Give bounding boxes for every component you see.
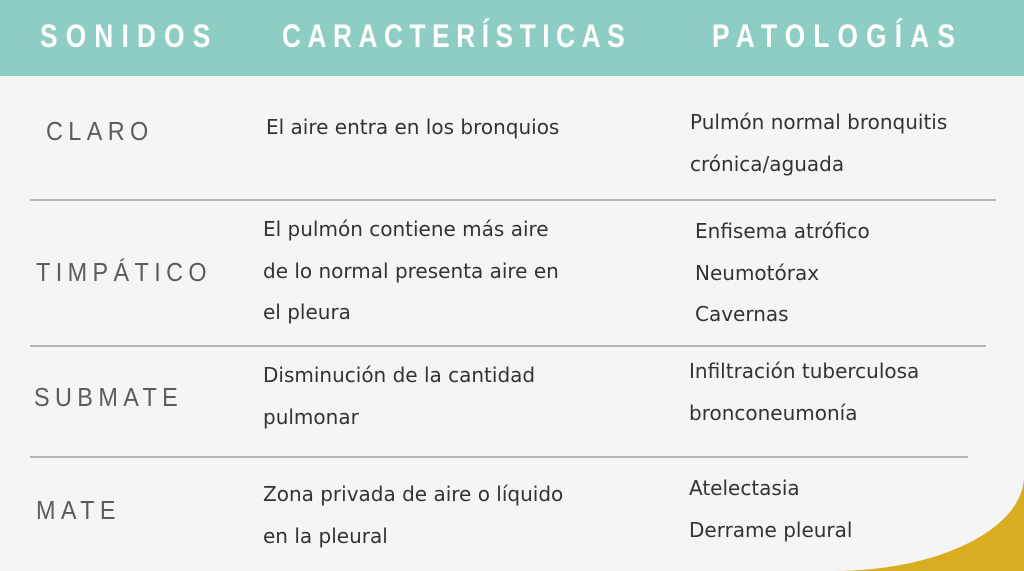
pathology-line: Derrame pleural [689,517,853,542]
sound-submate: SUBMATE [34,382,184,412]
characteristics-line: Zona privada de aire o líquido [263,482,564,506]
sound-mate: MATE [36,495,121,525]
pathology-line: Enfisema atrófico [695,219,870,243]
header-caracteristicas: CARACTERÍSTICAS [282,18,632,54]
pathologies-submate [689,351,919,434]
sound-claro: CLARO [46,116,154,146]
characteristics-timpatico [263,209,559,334]
pathology-line: Cavernas [695,302,789,326]
sound-timpatico: TIMPÁTICO [36,257,213,287]
row-divider [30,345,986,347]
pathology-line: bronconeumonía [689,400,858,425]
pathologies-claro [690,102,947,185]
pathologies-timpatico [695,211,870,336]
pathology-line: crónica/aguada [690,151,845,176]
characteristics-line: en la pleural [263,523,388,548]
row-divider [30,456,968,458]
pathology-line: Pulmón normal bronquitis [690,110,948,134]
row-divider [30,199,996,201]
table-header [0,0,1024,76]
pathologies-mate [689,468,852,551]
characteristics-line: pulmonar [263,404,359,429]
characteristics-submate [263,355,535,438]
characteristics-line: Disminución de la cantidad [263,363,536,387]
pathology-line: Neumotórax [695,260,820,285]
characteristics-claro [266,107,559,149]
header-sonidos: SONIDOS [40,18,219,54]
characteristics-line: El pulmón contiene más aire [263,217,549,241]
header-patologias: PATOLOGÍAS [712,18,964,54]
characteristics-line: el pleura [263,300,351,324]
characteristics-line: El aire entra en los bronquios [266,115,560,139]
characteristics-mate [263,474,563,557]
pathology-line: Atelectasia [689,476,800,500]
characteristics-line: de lo normal presenta aire en [263,258,559,283]
pathology-line: Infiltración tuberculosa [689,359,920,383]
